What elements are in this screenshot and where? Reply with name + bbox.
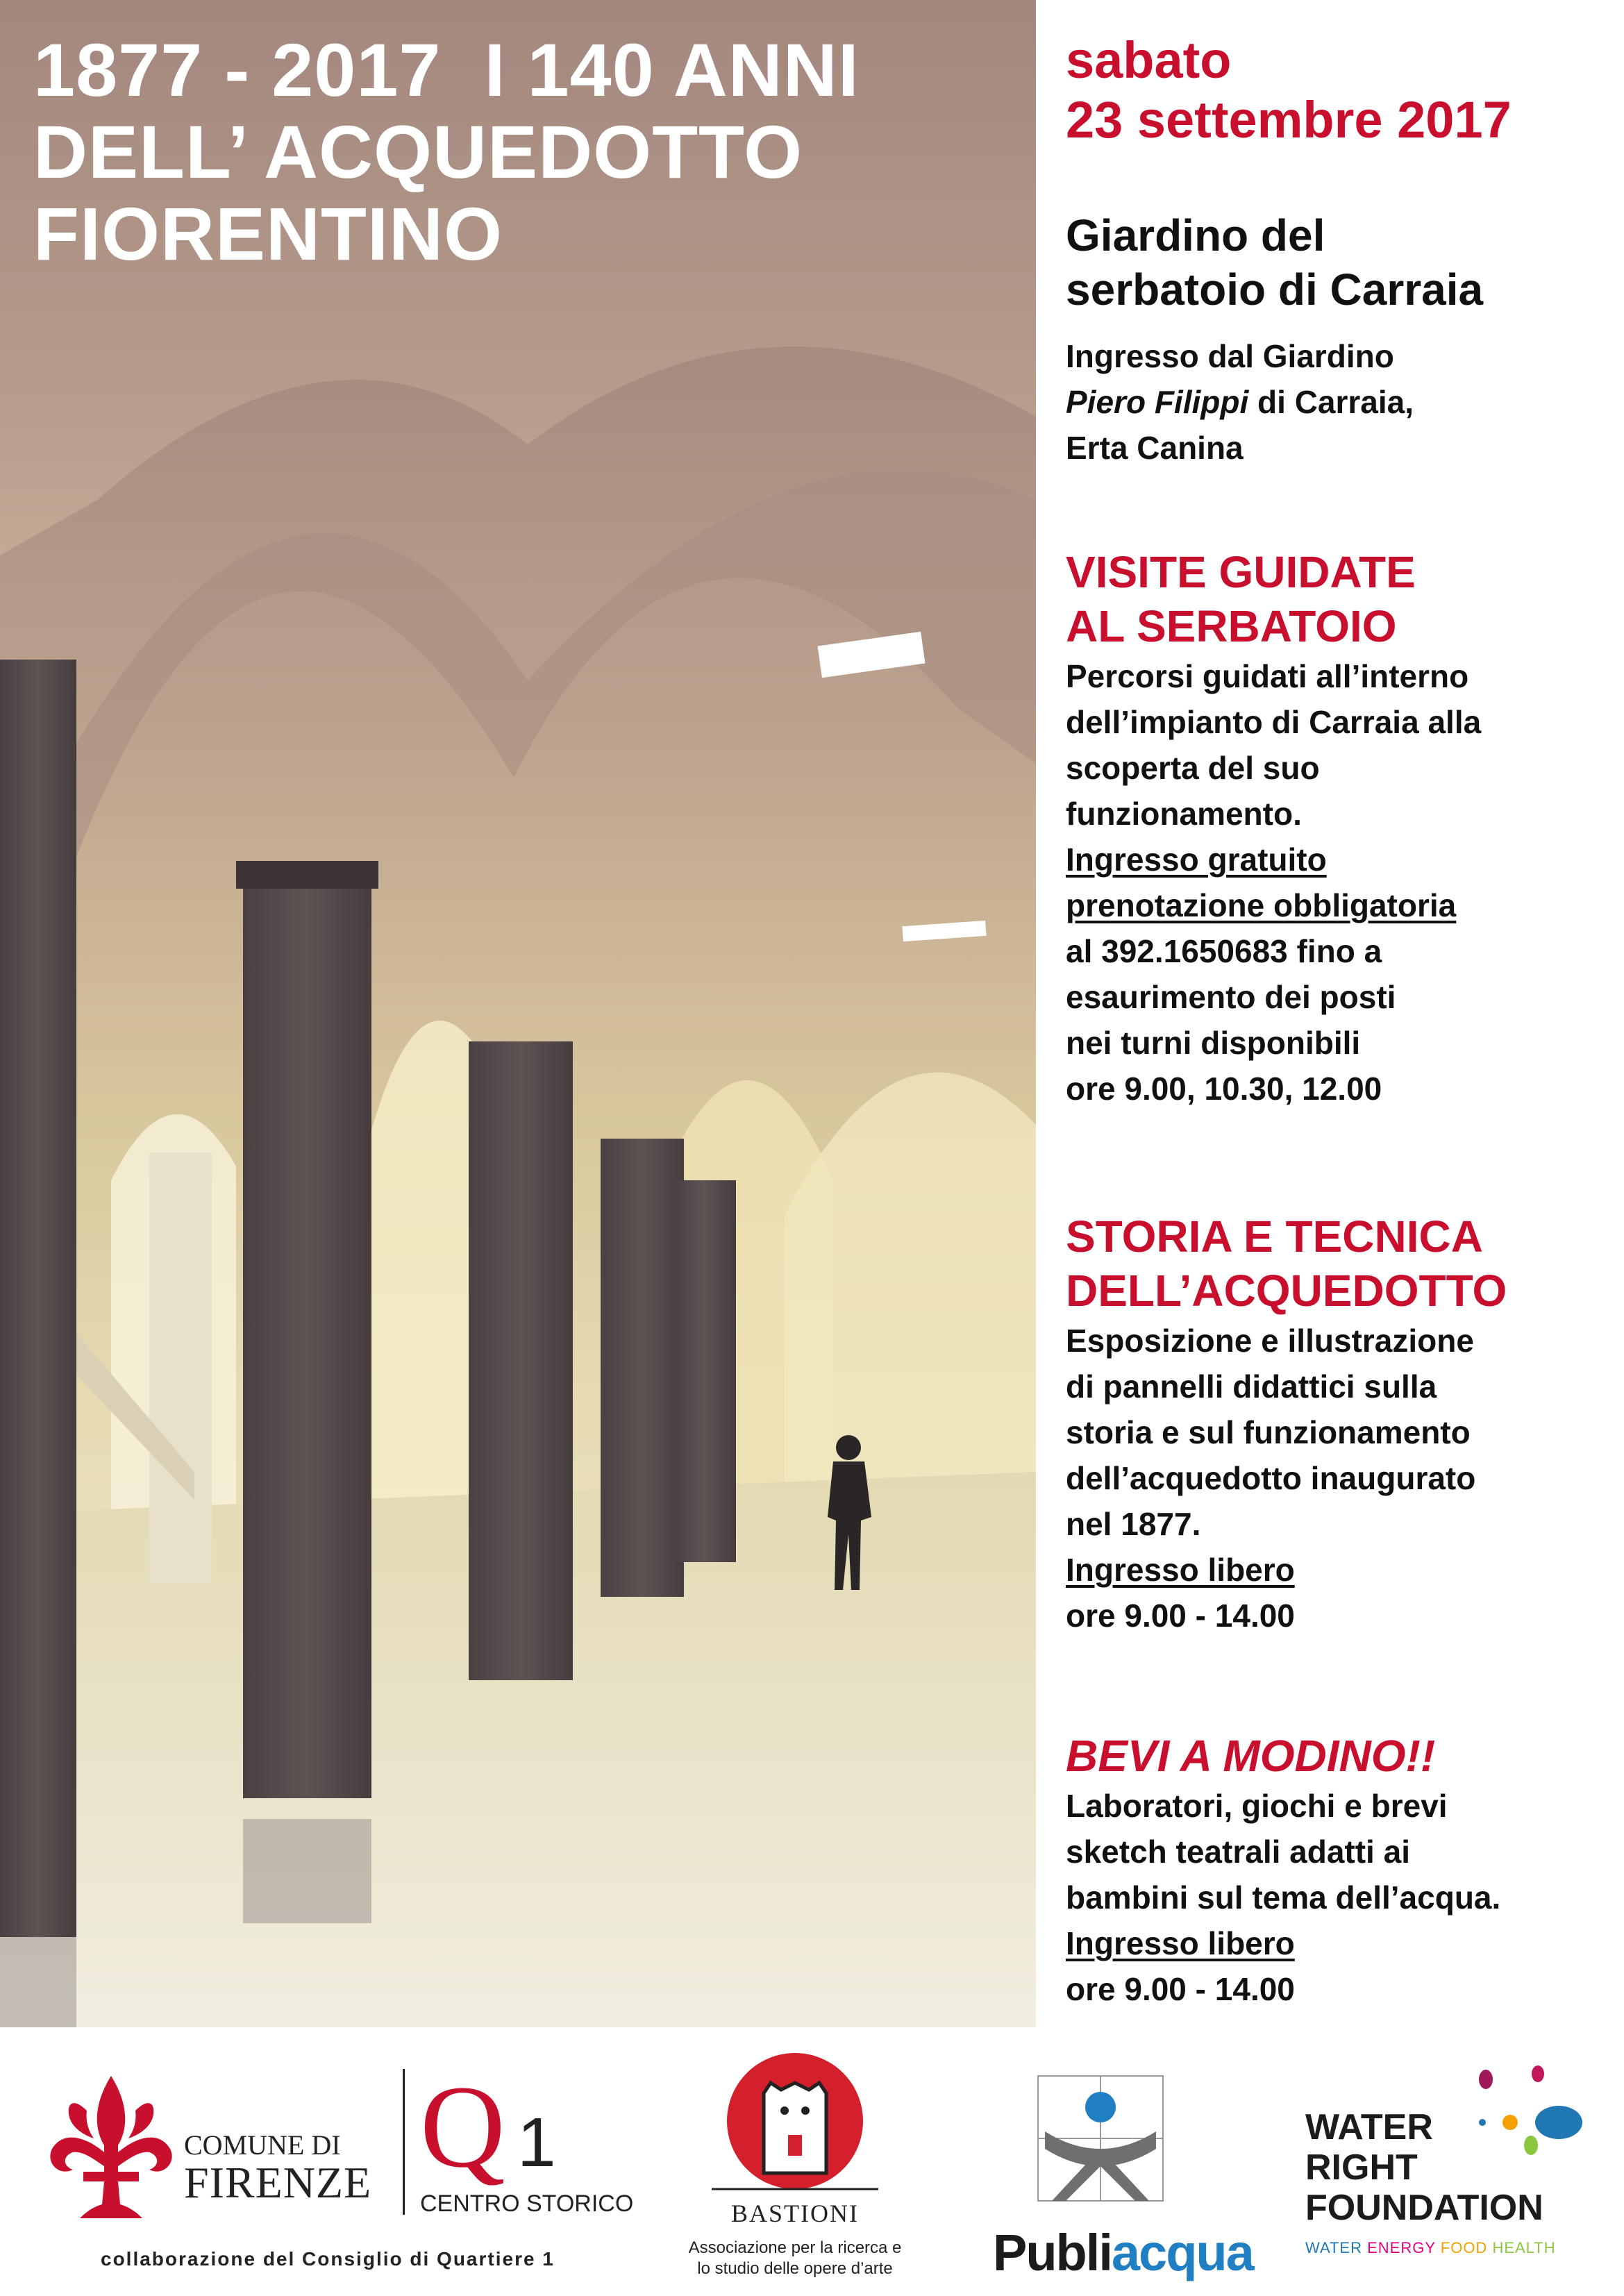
section-bevi-a-modino [1066,1729,1614,2012]
bastioni-name: BASTIONI [731,2199,859,2227]
title-line: FIORENTINO [33,192,503,276]
body-line: dell’impianto di Carraia alla [1066,704,1482,740]
free-entry-note: Ingresso libero [1066,1925,1295,1961]
wrf-line: FOUNDATION [1305,2188,1543,2228]
bastioni-description [684,2238,906,2279]
wrf-tag-health: HEALTH [1492,2239,1556,2256]
section-heading [1066,545,1614,653]
heading-line: STORIA E TECNICA [1066,1212,1483,1262]
q1-mark [420,2069,573,2190]
body-line: Esposizione e illustrazione [1066,1323,1474,1359]
publiacqua-logo [993,2069,1253,2281]
body-line: funzionamento. [1066,796,1302,832]
body-line: al 392.1650683 fino a [1066,933,1382,969]
comune-wordmark [184,2130,371,2205]
venue-name [1066,208,1483,317]
q1-letter: Q [420,2069,505,2190]
access-line [1066,379,1414,425]
body-line: Laboratori, giochi e brevi [1066,1788,1448,1824]
fleur-de-lis-icon [45,2069,177,2222]
section-visite-guidate [1066,545,1614,1112]
section-body [1066,1318,1614,1639]
access-line: Ingresso dal Giardino [1066,338,1394,374]
sponsor-logos [0,2027,1624,2296]
wrf-wordmark [1305,2107,1543,2228]
comune-line2: FIRENZE [184,2158,372,2207]
section-heading [1066,1209,1614,1318]
wrf-line: WATER [1305,2107,1433,2147]
publiacqua-wordmark [993,2223,1253,2282]
venue-line: Giardino del [1066,210,1325,260]
collaboration-note: collaborazione del Consiglio di Quartiere 1 [101,2248,555,2270]
body-line: scoperta del suo [1066,750,1320,786]
section-body [1066,653,1614,1112]
body-line: dell’acquedotto inaugurato [1066,1460,1476,1496]
publiacqua-part1: Publi [993,2224,1112,2281]
publiacqua-part2: acqua [1111,2224,1253,2281]
title-line: 1877 - 2017 I 140 ANNI [33,28,860,112]
body-line: di pannelli didattici sulla [1066,1368,1437,1405]
schedule-times: ore 9.00 - 14.00 [1066,1971,1295,2007]
body-line: bambini sul tema dell’acqua. [1066,1879,1501,1916]
bastioni-bear-icon [684,2052,906,2197]
q1-number: 1 [517,2104,556,2181]
access-line: Erta Canina [1066,430,1244,466]
date-weekday: sabato [1066,31,1232,89]
bastioni-logo [684,2052,906,2281]
venue-access [1066,333,1414,471]
event-date [1066,31,1512,150]
booking-required-note: prenotazione obbligatoria [1066,887,1457,923]
free-entry-note: Ingresso libero [1066,1552,1295,1588]
free-entry-note: Ingresso gratuito [1066,841,1327,878]
wrf-line: RIGHT [1305,2147,1418,2188]
wrf-tag-water: WATER [1305,2239,1362,2256]
publiacqua-figure-icon [1031,2069,1170,2215]
wrf-tag-energy: ENERGY [1367,2239,1436,2256]
body-line: storia e sul funzionamento [1066,1414,1471,1450]
section-body [1066,1783,1614,2012]
title-line: DELL’ ACQUEDOTTO [33,110,803,194]
heading-line: AL SERBATOIO [1066,601,1397,651]
page-title [33,29,860,275]
schedule-times: ore 9.00 - 14.00 [1066,1598,1295,1634]
q1-label: CENTRO STORICO [420,2190,634,2217]
date-full: 23 settembre 2017 [1066,91,1512,149]
body-line: nel 1877. [1066,1506,1201,1542]
logo-divider [403,2069,405,2215]
venue-line: serbatoio di Carraia [1066,265,1484,315]
body-line: nei turni disponibili [1066,1025,1361,1061]
quartiere-1-logo [420,2069,634,2229]
heading-line: VISITE GUIDATE [1066,547,1416,597]
wrf-tag-food: FOOD [1440,2239,1488,2256]
section-storia-tecnica [1066,1209,1614,1639]
bastioni-desc-line: lo studio delle opere d’arte [697,2259,893,2278]
heading-line: DELL’ACQUEDOTTO [1066,1266,1507,1316]
body-line: esaurimento dei posti [1066,979,1396,1015]
wrf-tagline [1305,2239,1556,2257]
bastioni-desc-line: Associazione per la ricerca e [688,2238,902,2257]
body-line: Percorsi guidati all’interno [1066,658,1469,694]
water-right-foundation-logo [1305,2065,1597,2274]
access-rest: di Carraia, [1248,384,1414,420]
comune-di-firenze-logo [45,2069,406,2222]
section-heading [1066,1729,1614,1783]
body-line: sketch teatrali adatti ai [1066,1834,1410,1870]
heading-line: BEVI A MODINO!! [1066,1731,1436,1781]
schedule-times: ore 9.00, 10.30, 12.00 [1066,1071,1382,1107]
garden-name: Piero Filippi [1066,384,1249,420]
comune-line1: COMUNE DI [184,2129,341,2161]
